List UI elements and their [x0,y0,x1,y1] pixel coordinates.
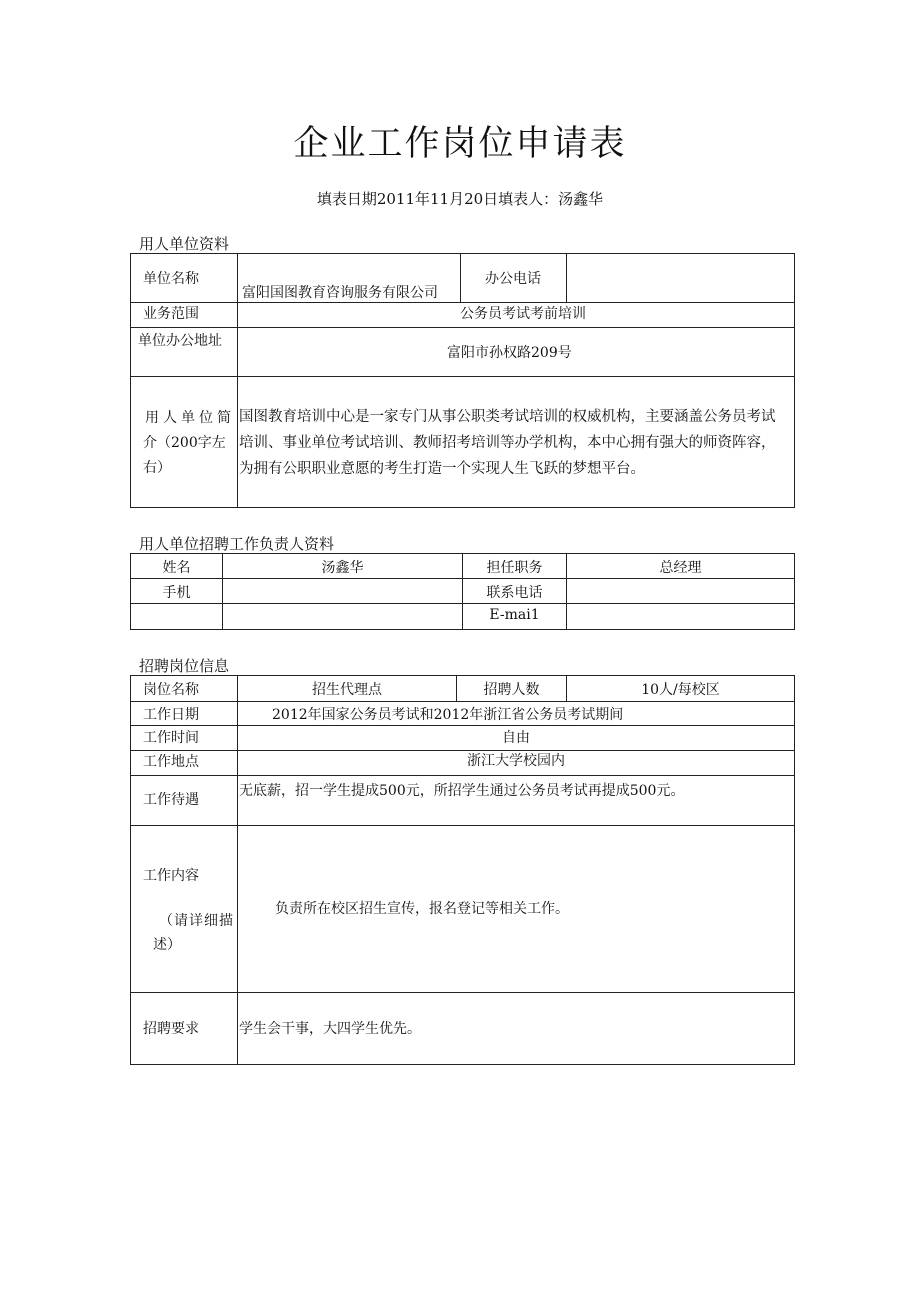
work-place-label: 工作地点 [143,754,199,770]
contact-section-heading: 用人单位招聘工作负责人资料 [139,535,335,553]
page-title: 企业工作岗位申请表 [293,124,627,164]
pay-value: 无底薪，招一学生提成500元，所招学生通过公务员考试再提成500元。 [239,783,685,799]
work-place-value: 浙江大学校园内 [467,753,565,769]
contact-name-value: 汤鑫华 [321,560,364,576]
mobile-label: 手机 [162,585,191,601]
intro-label-line2: 介（200字左 [143,435,226,451]
business-scope-label: 业务范围 [143,306,199,322]
job-content-note-line1: （请详细描 [159,913,234,929]
post-name-value: 招生代理点 [312,682,382,698]
work-date-value: 2012年国家公务员考试和2012年浙江省公务员考试期间 [272,707,624,723]
unit-intro-text: 国图教育培训中心是一家专门从事公职类考试培训的权威机构，主要涵盖公务员考试培训、事业单位考试培训、教师招考培训等办学机构，本中心拥有强大的师资阵容，为拥有公职职业意愿的考生打造一个实现人生飞跃的梦想平台。 [239,409,776,477]
position-label: 担任职务 [486,560,543,576]
work-time-value: 自由 [502,730,530,746]
unit-name-label: 单位名称 [143,271,199,287]
job-content-value: 负责所在校区招生宣传，报名登记等相关工作。 [275,901,569,917]
post-name-label: 岗位名称 [143,682,199,698]
unit-name-value: 富阳国图教育咨询服务有限公司 [242,285,438,301]
position-value: 总经理 [659,560,702,576]
office-address-label: 单位办公地址 [138,333,222,349]
pay-label: 工作待遇 [143,792,199,808]
job-section-heading: 招聘岗位信息 [139,657,230,675]
job-content-note-line2: 述） [153,937,181,953]
business-scope-value: 公务员考试考前培训 [460,306,586,322]
headcount-value: 10人/每校区 [641,682,720,698]
requirement-label: 招聘要求 [143,1021,199,1037]
work-time-label: 工作时间 [143,730,199,746]
fill-info: 填表日期2011年11月20日填表人：汤鑫华 [316,190,604,208]
intro-label-line1: 用人单位简 [145,410,235,426]
email-label: E-mai1 [489,607,540,623]
office-address-value: 富阳市孙权路209号 [447,345,572,361]
unit-section-heading: 用人单位资料 [139,235,230,253]
contact-tel-label: 联系电话 [486,585,543,601]
job-content-label: 工作内容 [143,868,199,884]
requirement-value: 学生会干事，大四学生优先。 [239,1021,421,1037]
office-phone-label: 办公电话 [485,271,541,287]
headcount-label: 招聘人数 [483,682,540,698]
intro-label-line3: 右） [143,460,171,476]
work-date-label: 工作日期 [143,707,199,723]
contact-name-label: 姓名 [162,560,191,576]
